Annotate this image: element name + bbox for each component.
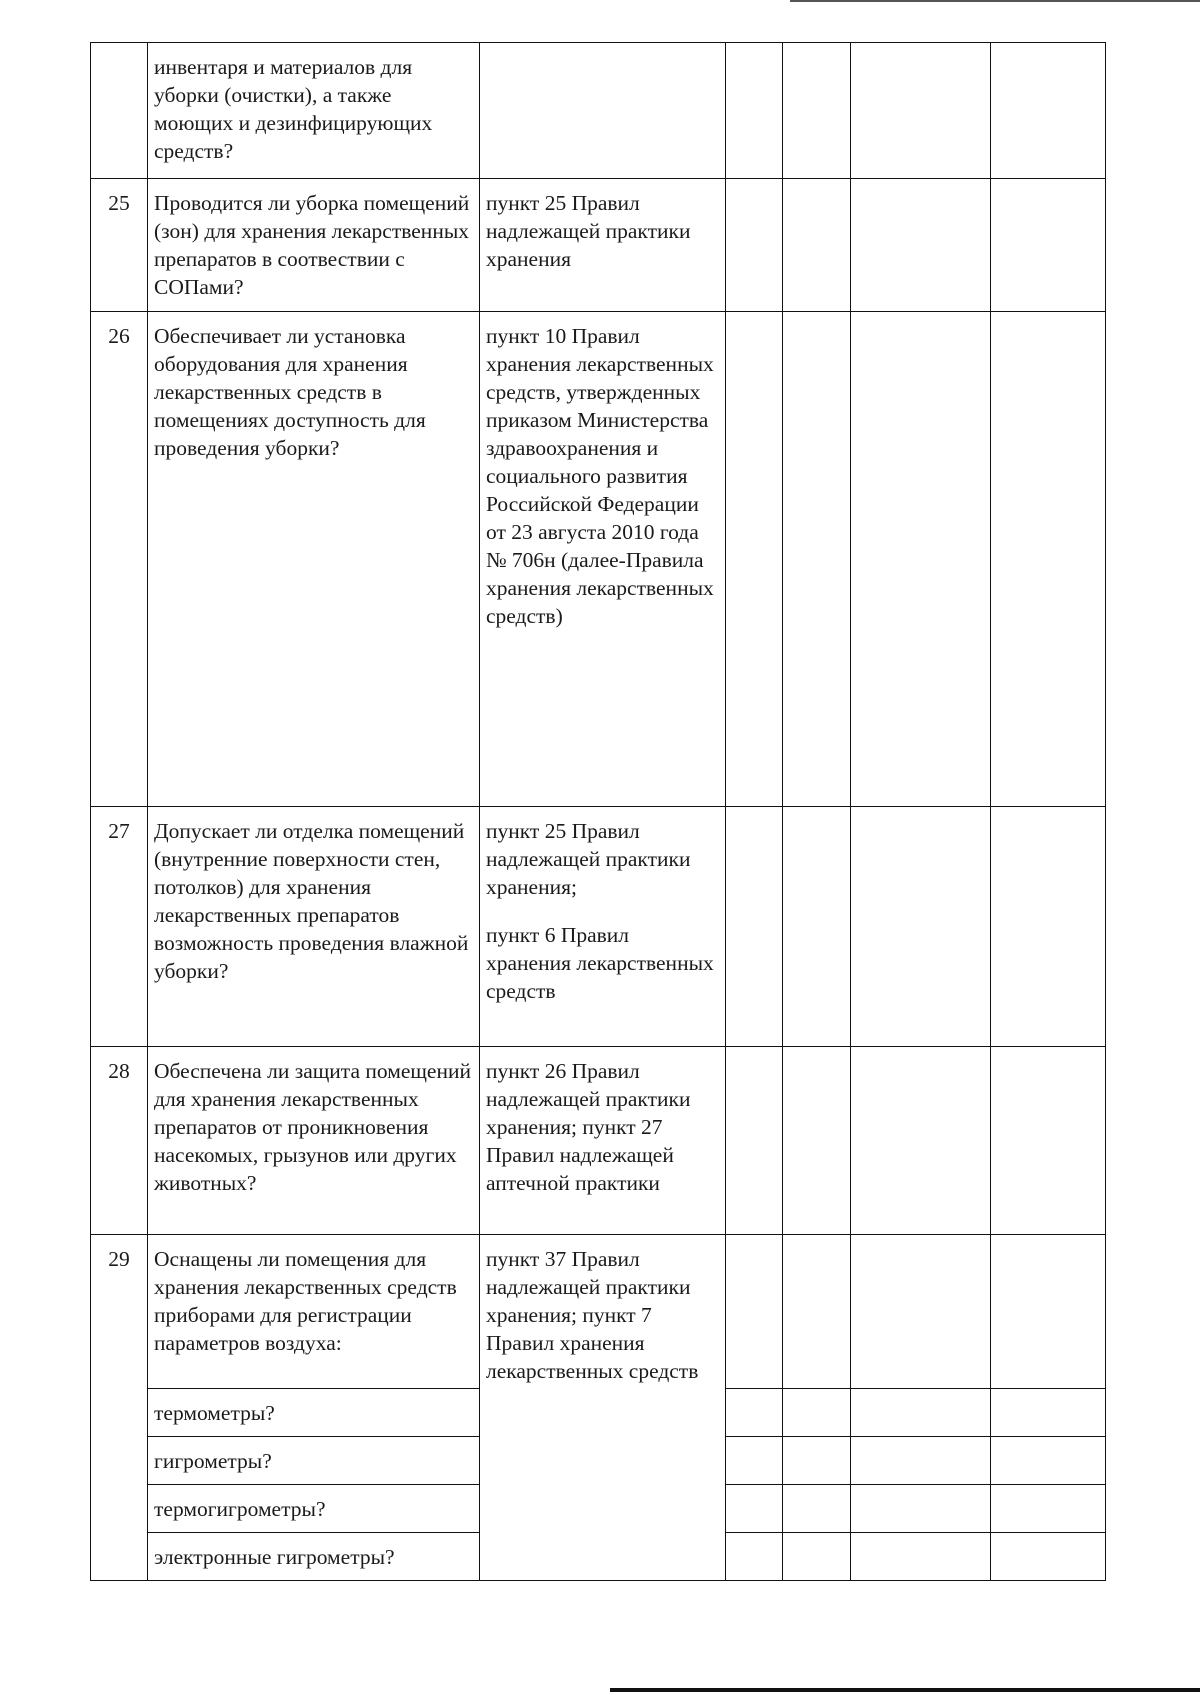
- question-cell: Оснащены ли помещения для хранения лекарственных средств приборами для регистрации параметров воздуха:: [148, 1235, 480, 1389]
- answer-no-cell: [783, 1437, 851, 1485]
- question-cell: Обеспечивает ли установка оборудования для хранения лекарственных средств в помещениях доступность для проведения уборки?: [148, 312, 480, 807]
- answer-no-cell: [783, 179, 851, 312]
- not-applicable-cell: [851, 1485, 991, 1533]
- notes-cell: [991, 1485, 1106, 1533]
- reference-cell: пункт 26 Правил надлежащей практики хранения; пункт 27 Правил надлежащей аптечной практики: [480, 1047, 726, 1235]
- answer-yes-cell: [726, 312, 783, 807]
- notes-cell: [991, 43, 1106, 179]
- notes-cell: [991, 1235, 1106, 1389]
- answer-yes-cell: [726, 1485, 783, 1533]
- scan-edge-top: [790, 0, 1200, 2]
- row-number: 26: [91, 312, 148, 807]
- reference-cell: пункт 25 Правил надлежащей практики хранения: [480, 179, 726, 312]
- table-row: [91, 312, 1106, 807]
- answer-yes-cell: [726, 1047, 783, 1235]
- answer-yes-cell: [726, 179, 783, 312]
- not-applicable-cell: [851, 1389, 991, 1437]
- row-number: [91, 43, 148, 179]
- reference-part: пункт 6 Правил хранения лекарственных средств: [486, 923, 714, 1003]
- answer-yes-cell: [726, 1235, 783, 1389]
- answer-no-cell: [783, 1485, 851, 1533]
- question-cell: Проводится ли уборка помещений (зон) для хранения лекарственных препаратов в соотвествии с СОПами?: [148, 179, 480, 312]
- notes-cell: [991, 1047, 1106, 1235]
- row-number: 29: [91, 1235, 148, 1581]
- answer-yes-cell: [726, 807, 783, 1047]
- answer-no-cell: [783, 1389, 851, 1437]
- table-row: [91, 1047, 1106, 1235]
- answer-yes-cell: [726, 1533, 783, 1581]
- not-applicable-cell: [851, 1235, 991, 1389]
- answer-no-cell: [783, 1533, 851, 1581]
- notes-cell: [991, 1389, 1106, 1437]
- reference-cell: пункт 10 Правил хранения лекарственных средств, утвержденных приказом Министерства здравоохранения и социального развития Российской Федерации от 23 августа 2010 года № 706н (далее-Правила хранения лекарственных средств): [480, 312, 726, 807]
- reference-gap: [486, 901, 719, 921]
- not-applicable-cell: [851, 179, 991, 312]
- subitem-cell: гигрометры?: [148, 1437, 480, 1485]
- answer-no-cell: [783, 807, 851, 1047]
- notes-cell: [991, 179, 1106, 312]
- notes-cell: [991, 807, 1106, 1047]
- not-applicable-cell: [851, 312, 991, 807]
- subitem-cell: термогигрометры?: [148, 1485, 480, 1533]
- scan-edge-bottom: [610, 1688, 1200, 1692]
- question-cell: Обеспечена ли защита помещений для хранения лекарственных препаратов от проникновения насекомых, грызунов или других животных?: [148, 1047, 480, 1235]
- reference-cell: пункт 37 Правил надлежащей практики хранения; пункт 7 Правил хранения лекарственных средств: [480, 1235, 726, 1581]
- table-row: [91, 43, 1106, 179]
- table-row: [91, 179, 1106, 312]
- answer-no-cell: [783, 312, 851, 807]
- subitem-cell: электронные гигрометры?: [148, 1533, 480, 1581]
- answer-no-cell: [783, 43, 851, 179]
- answer-no-cell: [783, 1235, 851, 1389]
- reference-cell: [480, 807, 726, 1047]
- subitem-cell: термометры?: [148, 1389, 480, 1437]
- row-number: 28: [91, 1047, 148, 1235]
- notes-cell: [991, 312, 1106, 807]
- row-number: 25: [91, 179, 148, 312]
- not-applicable-cell: [851, 807, 991, 1047]
- notes-cell: [991, 1437, 1106, 1485]
- not-applicable-cell: [851, 43, 991, 179]
- not-applicable-cell: [851, 1047, 991, 1235]
- not-applicable-cell: [851, 1533, 991, 1581]
- notes-cell: [991, 1533, 1106, 1581]
- question-cell: Допускает ли отделка помещений (внутренние поверхности стен, потолков) для хранения лекарственных препаратов возможность проведения влажной уборки?: [148, 807, 480, 1047]
- reference-cell: [480, 43, 726, 179]
- row-number: 27: [91, 807, 148, 1047]
- reference-part: пункт 25 Правил надлежащей практики хранения;: [486, 819, 691, 899]
- answer-no-cell: [783, 1047, 851, 1235]
- table-row: [91, 807, 1106, 1047]
- not-applicable-cell: [851, 1437, 991, 1485]
- table-row: [91, 1235, 1106, 1389]
- checklist-table: [90, 42, 1106, 1581]
- question-cell: инвентаря и материалов для уборки (очистки), а также моющих и дезинфицирующих средств?: [148, 43, 480, 179]
- answer-yes-cell: [726, 43, 783, 179]
- answer-yes-cell: [726, 1437, 783, 1485]
- answer-yes-cell: [726, 1389, 783, 1437]
